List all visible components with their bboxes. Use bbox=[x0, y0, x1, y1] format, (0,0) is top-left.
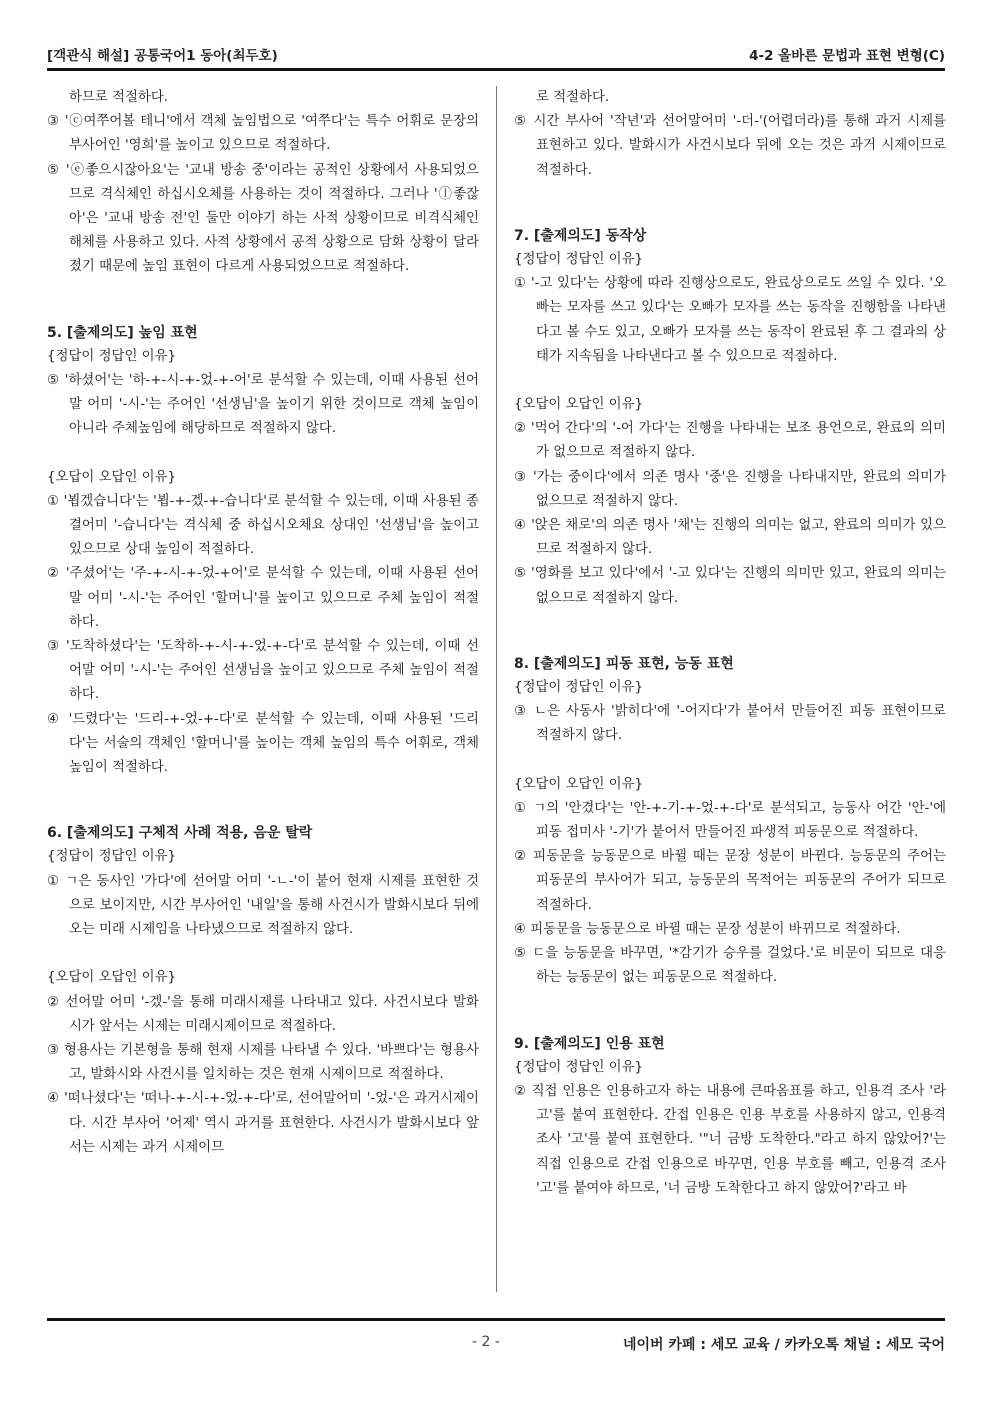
answer-item: ③ '도착하셨다'는 '도착하-+-시-+-었-+-다'로 분석할 수 있는데, 이때 선어말 어미 '-시-'는 주어인 선생님을 높이고 있으므로 주체 높임이 적절하다. bbox=[47, 639, 479, 703]
answer-item: ⑤ '하셨어'는 '하-+-시-+-었-+-어'로 분석할 수 있는데, 이때 사용된 선어말 어미 '-시-'는 주어인 '선생님'을 높이기 위한 것이므로 객체 높임이 아니라 주체높임에 해당하므로 적절하지 않다. bbox=[47, 373, 479, 437]
section-label: {오답이 오답인 이유} bbox=[47, 970, 177, 986]
header-rule bbox=[47, 68, 945, 71]
continued-text: 로 적절하다. bbox=[536, 90, 610, 105]
answer-item: ③ ㄴ은 사동사 '밝히다'에 '-어지다'가 붙어서 만들어진 피동 표현이므로 적절하지 않다. bbox=[514, 704, 946, 744]
section-label: {정답이 정답인 이유} bbox=[514, 252, 644, 268]
question-title: 6. [출제의도] 구체적 사례 적용, 음운 탈락 bbox=[47, 825, 313, 842]
section-label: {정답이 정답인 이유} bbox=[47, 849, 177, 865]
right-column bbox=[514, 86, 946, 1201]
answer-item: ② 직접 인용은 인용하고자 하는 내용에 큰따옴표를 하고, 인용격 조사 '라고'를 붙여 표현한다. 간접 인용은 인용 부호를 사용하지 않고, 인용격 조사 '고'를 붙여 표현한다. '"너 금방 도착한다."라고 하지 않았어?'는 직접 인용으로 간접 인용으로 바꾸면, 인용 부호를 빼고, 인용격 조사 '고'를 붙여야 하므로, '너 금방 도착한다고 하지 않았어?'라고 바 bbox=[514, 1083, 946, 1196]
question-title: 8. [출제의도] 피동 표현, 능동 표현 bbox=[514, 655, 734, 672]
left-column bbox=[47, 86, 479, 1160]
answer-item: ④ '앉은 채로'의 의존 명사 '채'는 진행의 의미는 없고, 완료의 의미가 있으므로 적절하지 않다. bbox=[514, 518, 946, 558]
answer-item: ② '주셨어'는 '주-+-시-+-었-+어'로 분석할 수 있는데, 이때 사용된 선어말 어미 '-시-'는 주어인 '할머니'를 높이고 있으므로 주체 높임이 적절하다. bbox=[47, 566, 479, 630]
column-divider bbox=[496, 86, 497, 1292]
answer-item: ③ '가는 중이다'에서 의존 명사 '중'은 진행을 나타내지만, 완료의 의미가 없으므로 적절하지 않다. bbox=[514, 469, 946, 509]
continued-text: 하므로 적절하다. bbox=[69, 90, 169, 105]
answer-item: ① ㄱ의 '안겼다'는 '안-+-기-+-었-+-다'로 분석되고, 능동사 어간 '안-'에 피동 접미사 '-기'가 붙어서 만들어진 파생적 피동문으로 적절하다. bbox=[514, 800, 946, 841]
answer-item: ③ 형용사는 기본형을 통해 현재 시제를 나타낼 수 있다. '바쁘다'는 형용사고, 발화시와 사건시를 일치하는 것은 현재 시제이므로 적절하다. bbox=[47, 1042, 479, 1083]
answer-item: ⑤ '영화를 보고 있다'에서 '-고 있다'는 진행의 의미만 있고, 완료의 의미는 없으므로 적절하지 않다. bbox=[514, 566, 946, 606]
answer-item: ① '뵙겠습니다'는 '뵙-+-겠-+-습니다'로 분석할 수 있는데, 이때 사용된 종결어미 '-습니다'는 격식체 중 하십시오체요 상대인 '선생님'을 높이고 있으므로 상대 높임이 적절하다. bbox=[47, 493, 479, 558]
section-label: {정답이 정답인 이유} bbox=[47, 348, 177, 364]
section-label: {정답이 정답인 이유} bbox=[514, 1059, 644, 1075]
answer-item: ④ '드렸다'는 '드리-+-었-+-다'로 분석할 수 있는데, 이때 사용된 '드리다'는 서술의 객체인 '할머니'를 높이는 객체 높임의 특수 어휘로, 객체 높임이 적절하다. bbox=[47, 711, 479, 776]
answer-item: ⑤ 'ⓔ좋으시잖아요'는 '교내 방송 중'이라는 공적인 상황에서 사용되었으므로 격식체인 하십시오체를 사용하는 것이 적절하다. 그러나 'ⓛ좋잖아'은 '교내 방송 전'인 둘만 이야기 하는 사적 상황이므로 비격식체인 해체를 사용하고 있다. 사적 상황에서 공적 상황으로 담화 상황이 달라졌기 때문에 높임 표현이 다르게 사용되었으므로 적절하다. bbox=[47, 162, 479, 275]
section-label: {오답이 오답인 이유} bbox=[47, 469, 177, 485]
answer-item: ② '먹어 간다'의 '-어 가다'는 진행을 나타내는 보조 용언으로, 완료의 의미가 없으므로 적절하지 않다. bbox=[514, 421, 946, 461]
answer-item: ① ㄱ은 동사인 '가다'에 선어말 어미 '-ㄴ-'이 붙어 현재 시제를 표현한 것으로 보이지만, 시간 부사어인 '내일'을 통해 사건시가 발화시보다 뒤에 오는 미래 시제임을 나타냈으므로 적절하지 않다. bbox=[47, 873, 479, 938]
question-title: 5. [출제의도] 높임 표현 bbox=[47, 324, 198, 341]
question-title: 7. [출제의도] 동작상 bbox=[514, 227, 647, 244]
section-label: {오답이 오답인 이유} bbox=[514, 397, 644, 413]
answer-item: ⑤ 시간 부사어 '작년'과 선어말어미 '-더-'(어렵더라)를 통해 과거 시제를 표현하고 있다. 발화시가 사건시보다 뒤에 오는 것은 과거 시제이므로 적절하다. bbox=[514, 114, 946, 178]
answer-item: ④ '떠나셨다'는 '떠나-+-시-+-었-+-다'로, 선어말어미 '-었-'은 과거시제이다. 시간 부사어 '어제' 역시 과거를 표현한다. 사건시가 발화시보다 앞서는 시제는 과거 시제이므 bbox=[47, 1091, 479, 1155]
footer-rule bbox=[47, 1318, 945, 1321]
question-title: 9. [출제의도] 인용 표현 bbox=[514, 1035, 665, 1052]
answer-item: ② 선어말 어미 '-겠-'을 통해 미래시제를 나타내고 있다. 사건시보다 발화시가 앞서는 시제는 미래시제이므로 적절하다. bbox=[47, 994, 479, 1034]
section-label: {정답이 정답인 이유} bbox=[514, 680, 644, 696]
answer-item: ① '-고 있다'는 상황에 따라 진행상으로도, 완료상으로도 쓰일 수 있다. '오빠는 모자를 쓰고 있다'는 오빠가 모자를 쓰는 동작을 진행함을 나타낸다고 볼 수도 있고, 오빠가 모자를 쓰는 동작이 완료된 후 그 결과의 상태가 지속됨을 나타낸다고 볼 수 있으므로 적절하다. bbox=[514, 276, 946, 364]
section-label: {오답이 오답인 이유} bbox=[514, 776, 644, 792]
page-header bbox=[47, 44, 945, 66]
answer-item: ④ 피동문을 능동문으로 바뀔 때는 문장 성분이 바뀌므로 적절하다. bbox=[514, 921, 901, 937]
answer-item: ② 피동문을 능동문으로 바뀔 때는 문장 성분이 바뀐다. 능동문의 주어는 피동문의 부사어가 되고, 능동문의 목적어는 피동문의 주어가 되므로 적절하다. bbox=[514, 849, 946, 913]
page-number: - 2 - bbox=[472, 1334, 500, 1350]
footer-channel-info: 네이버 카페 : 세모 교육 / 카카오톡 채널 : 세모 국어 bbox=[622, 1337, 945, 1353]
header-left-title: [객관식 해설] 공통국어1 동아(최두호) bbox=[47, 48, 278, 64]
header-right-title: 4-2 올바른 문법과 표현 변형(C) bbox=[749, 48, 945, 64]
answer-item: ⑤ ㄷ을 능동문을 바꾸면, '*감기가 승우를 걸었다.'로 비문이 되므로 대응하는 능동문이 없는 피동문으로 적절하다. bbox=[514, 946, 946, 986]
answer-item: ③ 'ⓒ여쭈어볼 테니'에서 객체 높임법으로 '여쭈다'는 특수 어휘로 문장의 부사어인 '영희'를 높이고 있으므로 적절하다. bbox=[47, 114, 479, 154]
